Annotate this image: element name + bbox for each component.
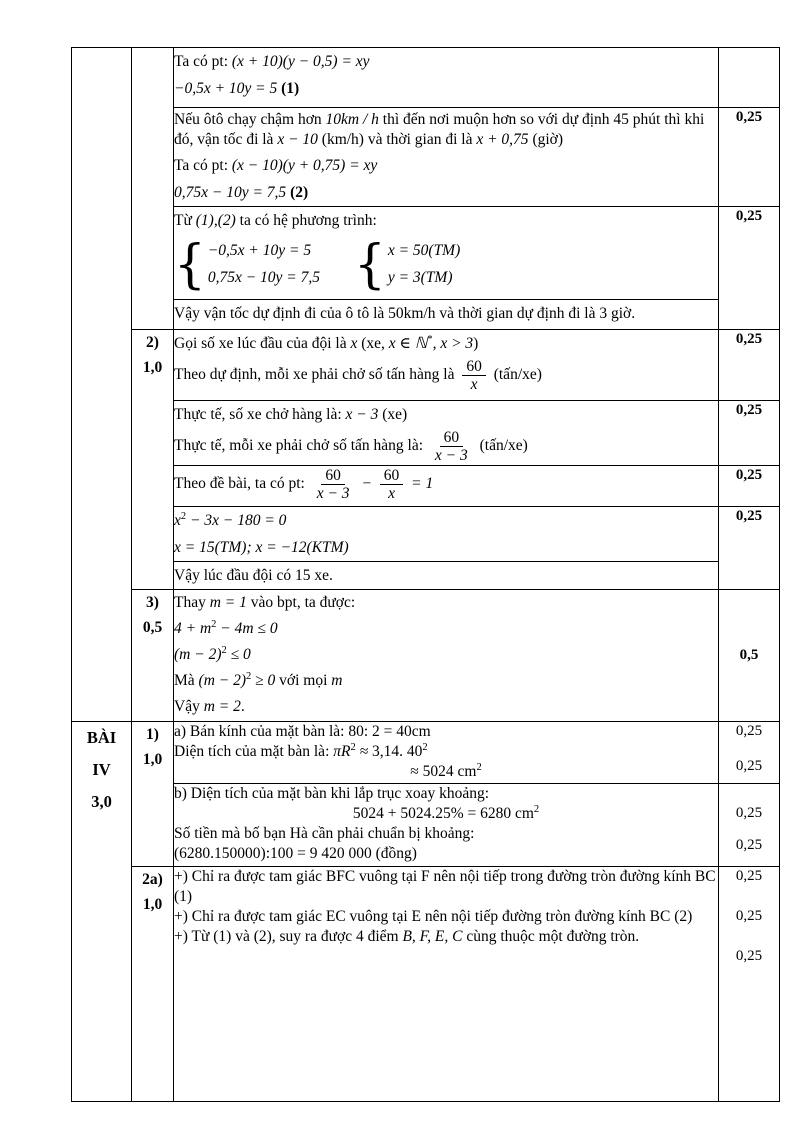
points-value: 0,25 <box>735 908 763 924</box>
points-value: 0,25 <box>735 758 763 774</box>
text-line: +) Chỉ ra được tam giác BFC vuông tại F nên nội tiếp trong đường tròn đường kính BC (1) <box>174 868 716 905</box>
brace-glyph: { <box>174 233 206 294</box>
text-line <box>174 234 718 294</box>
points-cell <box>719 466 780 507</box>
points-cell <box>719 207 780 330</box>
text-line: Nếu ôtô chạy chậm hơn 10km / h thì đến nơi muộn hơn so với dự định 45 phút thì khi đó, vận tốc đi là x − 10 (km/h) và thời gian đi là x + 0,75 (giờ) <box>174 111 705 148</box>
solution-cell <box>174 562 719 590</box>
solution-cell <box>174 590 719 722</box>
text-line: Vậy vận tốc dự định đi của ô tô là 50km/h và thời gian dự định đi là 3 giờ. <box>174 305 636 322</box>
text-line: +) Chỉ ra được tam giác EC vuông tại E nên nội tiếp đường tròn đường kính BC (2) <box>174 908 693 925</box>
points-value: 0,25 <box>735 402 763 418</box>
text-line: −0,5x + 10y = 5 (1) <box>174 80 300 97</box>
solution-cell <box>174 784 719 867</box>
subquestion-1-cell <box>132 722 174 867</box>
fraction: $\frac{60}{x - 3}$ <box>316 467 350 502</box>
brace-glyph: { <box>354 233 386 294</box>
text-line: 5024 + 5024.25% = 6280 $cm^2$ <box>352 803 540 822</box>
subquestion-points: 1,0 <box>142 896 163 913</box>
text-line: Từ (1),(2) ta có hệ phương trình: <box>174 212 377 229</box>
fraction: $\frac{60}{x}$ <box>462 358 486 393</box>
subquestion-points: 1,0 <box>142 359 163 376</box>
text-line: ≈ 5024 $cm^2$ <box>410 761 482 780</box>
solution-cell <box>174 330 719 401</box>
points-value: 0,25 <box>735 331 763 347</box>
text-line: Số tiền mà bố bạn Hà cần phải chuẩn bị khoảng: <box>174 825 475 842</box>
solution-cell <box>174 207 719 300</box>
points-cell <box>719 48 780 108</box>
table-row <box>72 466 780 507</box>
points-cell <box>719 784 780 867</box>
text-line: +) Từ (1) và (2), suy ra được 4 điểm B, F, E, C cùng thuộc một đường tròn. <box>174 928 640 945</box>
points-cell <box>719 590 780 722</box>
text-line: x = 15(TM); x = −12(KTM) <box>174 539 349 556</box>
points-value: 0,25 <box>735 208 763 224</box>
text-line: b) Diện tích của mặt bàn khi lắp trục xoay khoảng: <box>174 785 490 802</box>
text-line: Theo đề bài, ta có pt: $\frac{60}{x - 3}$ − $\frac{60}{x}$ = 1 <box>174 467 434 502</box>
table-row <box>72 330 780 401</box>
equation-system: { −0,5x + 10y = 5 0,75x − 10y = 7,5 <box>174 233 320 294</box>
text-line: (6280.150000):100 = 9 420 000 (đồng) <box>174 845 417 862</box>
solution-cell <box>174 507 719 562</box>
text-line: Thực tế, mỗi xe phải chở số tấn hàng là: $\frac{60}{x - 3}$ (tấn/xe) <box>174 429 528 464</box>
subquestion-points: 1,0 <box>142 751 163 768</box>
table-row <box>72 300 780 330</box>
fraction: $\frac{60}{x - 3}$ <box>434 429 468 464</box>
solution-cell <box>174 300 719 330</box>
text-line: Mà $(m - 2)^2 \ge 0$ với mọi m <box>174 670 343 689</box>
points-value: 0,25 <box>735 805 763 821</box>
text-line: Ta có pt: (x − 10)(y + 0,75) = xy <box>174 157 378 174</box>
subquestion-2a-cell <box>132 867 174 1102</box>
subquestion-2-cell <box>132 330 174 590</box>
solution-cell <box>174 48 719 108</box>
subquestion-3-cell <box>132 590 174 722</box>
text-line: Thay m = 1 vào bpt, ta được: <box>174 594 356 611</box>
solution-cell <box>174 401 719 466</box>
equation-system: { x = 50(TM) y = 3(TM) <box>354 233 461 294</box>
table-row <box>72 784 780 867</box>
subquestion-number: 1) <box>146 726 159 743</box>
points-value: 0,5 <box>739 647 759 663</box>
subquestion-number: 2a) <box>142 871 163 888</box>
text-line: Vậy m = 2. <box>174 698 245 715</box>
solution-cell <box>174 108 719 207</box>
points-cell <box>719 330 780 401</box>
text-line: 0,75x − 10y = 7,5 (2) <box>174 184 309 201</box>
grading-rubric-table <box>71 47 780 1102</box>
table-row <box>72 401 780 466</box>
text-line: Gọi số xe lúc đầu của đội là x (xe, x ∈ ℕ*, x > 3) <box>174 333 479 352</box>
text-line: Ta có pt: (x + 10)(y − 0,5) = xy <box>174 53 370 70</box>
question-iii-cell <box>72 48 132 722</box>
solution-cell <box>174 722 719 784</box>
points-value: 0,25 <box>735 948 763 964</box>
text-line: $x^2 - 3x - 180 = 0$ <box>174 510 287 529</box>
points-cell <box>719 722 780 784</box>
table-row <box>72 590 780 722</box>
points-cell <box>719 507 780 590</box>
solution-cell <box>174 867 719 1102</box>
text-line: Diện tích của mặt bàn là: $\pi R^2 \approx 3,14$. $40^2$ <box>174 741 428 760</box>
table-row <box>72 207 780 300</box>
text-line: $(m - 2)^2 \le 0$ <box>174 644 251 663</box>
table-row <box>72 867 780 1102</box>
text-line: Vậy lúc đầu đội có 15 xe. <box>174 567 333 584</box>
table-row <box>72 507 780 562</box>
points-cell <box>719 867 780 1102</box>
points-value: 0,25 <box>735 837 763 853</box>
question-number: IV <box>92 760 111 779</box>
points-value: 0,25 <box>735 723 763 739</box>
subquestion-points: 0,5 <box>142 619 163 636</box>
points-value: 0,25 <box>735 508 763 524</box>
subquestion-number: 2) <box>146 334 159 351</box>
text-line: a) Bán kính của mặt bàn là: 80: 2 = 40cm <box>174 723 431 740</box>
question-points: 3,0 <box>91 792 112 811</box>
table-row <box>72 48 780 108</box>
solution-cell <box>174 466 719 507</box>
table-row <box>72 722 780 784</box>
question-label: BÀI <box>86 728 117 747</box>
subquestion-number: 3) <box>146 594 159 611</box>
points-cell <box>719 108 780 207</box>
points-value: 0,25 <box>735 467 763 483</box>
table-row <box>72 108 780 207</box>
points-cell <box>719 401 780 466</box>
text-line: $4 + m^2 - 4m \le 0$ <box>174 618 278 637</box>
question-iv-cell <box>72 722 132 1102</box>
points-value: 0,25 <box>735 109 763 125</box>
subquestion-cell <box>132 48 174 330</box>
fraction: $\frac{60}{x}$ <box>380 467 404 502</box>
table-row <box>72 562 780 590</box>
text-line: Thực tế, số xe chở hàng là: x − 3 (xe) <box>174 406 408 423</box>
points-value: 0,25 <box>735 868 763 884</box>
text-line: Theo dự định, mỗi xe phải chở số tấn hàng là $\frac{60}{x}$ (tấn/xe) <box>174 358 542 393</box>
